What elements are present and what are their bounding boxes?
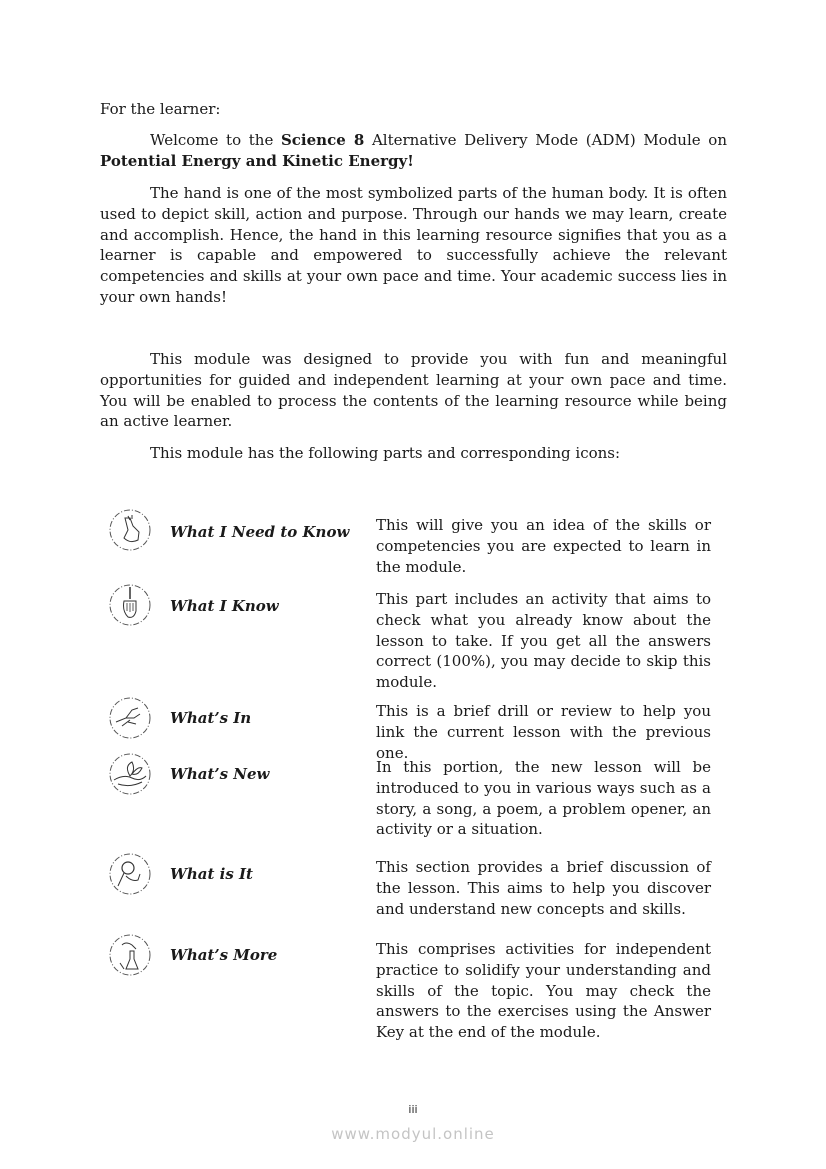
part-description: This will give you an idea of the skills or competencies you are expected to learn in the module. bbox=[376, 516, 711, 576]
hand-pencil-icon bbox=[108, 583, 152, 627]
part-label: What is It bbox=[170, 865, 253, 883]
watermark: www.modyul.online bbox=[331, 1125, 495, 1143]
parts-intro-paragraph: This module has the following parts and corresponding icons: bbox=[150, 444, 621, 462]
hand-pointing-icon bbox=[108, 508, 152, 552]
part-label: What I Know bbox=[170, 597, 279, 615]
hand-reaching-icon bbox=[108, 696, 152, 740]
part-description: This part includes an activity that aims to check what you already know about the lesson to take. If you get all the answers correct (100%), you may decide to skip this module. bbox=[376, 590, 711, 692]
part-label: What I Need to Know bbox=[170, 523, 350, 541]
subject-name: Science 8 bbox=[280, 131, 365, 149]
hand-paragraph: The hand is one of the most symbolized parts of the human body. It is often used to depict skill, action and purpose. Through our hands we may learn, create and accomplish. Hence, the hand in this learning resource signifies that you as a learner is capable and empowered to successfully achieve the relevant competencies and skills at your own pace and time. Your academic success lies in your own hands! bbox=[100, 184, 727, 306]
part-label: What’s In bbox=[170, 709, 252, 727]
greeting: For the learner: bbox=[100, 100, 221, 118]
hand-magnifier-icon bbox=[108, 852, 152, 896]
part-label: What’s New bbox=[170, 765, 270, 783]
part-description: This comprises activities for independent practice to solidify your understanding and skills of the topic. You may check the answers to the exercises using the Answer Key at the end of the module. bbox=[376, 940, 711, 1042]
part-description: This section provides a brief discussion of the lesson. This aims to help you discover and understand new concepts and skills. bbox=[376, 858, 711, 918]
welcome-paragraph bbox=[100, 130, 727, 172]
welcome-prefix: Welcome to the bbox=[150, 131, 281, 149]
hand-plant-icon bbox=[108, 752, 152, 796]
hand-beaker-icon bbox=[108, 933, 152, 977]
module-title: Potential Energy and Kinetic Energy! bbox=[100, 151, 414, 170]
welcome-middle: Alternative Delivery Mode (ADM) Module on bbox=[364, 131, 727, 149]
design-paragraph: This module was designed to provide you with fun and meaningful opportunities for guided and independent learning at your own pace and time. You will be enabled to process the contents of the learning resource while being an active learner. bbox=[100, 350, 727, 431]
page-number: iii bbox=[408, 1103, 418, 1116]
part-label: What’s More bbox=[170, 946, 278, 964]
part-description: In this portion, the new lesson will be introduced to you in various ways such as a story, a song, a poem, a problem opener, an activity or a situation. bbox=[376, 758, 711, 839]
part-description: This is a brief drill or review to help you link the current lesson with the previous one. bbox=[376, 702, 711, 762]
